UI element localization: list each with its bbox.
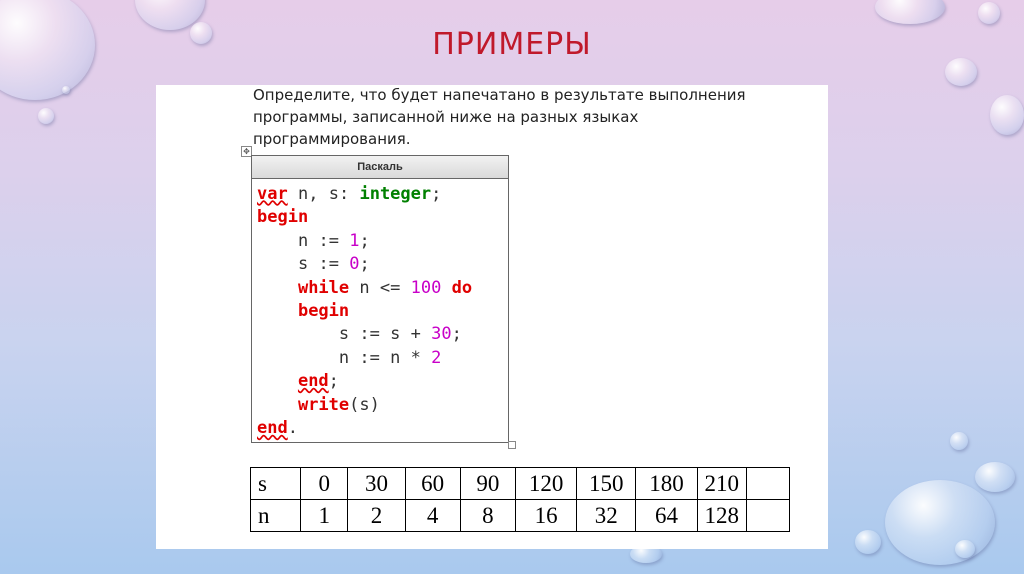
table-cell: 128 [697, 500, 746, 532]
code-table [251, 155, 509, 443]
water-drop [955, 540, 975, 558]
code-block [257, 183, 472, 440]
water-drop [975, 462, 1015, 492]
table-cell: 16 [515, 500, 576, 532]
code-line: var n, s: integer; [257, 184, 442, 204]
water-drop [945, 58, 977, 86]
table-cell: 60 [405, 468, 460, 500]
code-line: while n <= 100 do [297, 277, 473, 298]
slide-title: ПРИМЕРЫ [432, 27, 592, 62]
table-cell: 32 [577, 500, 636, 532]
water-drop [885, 480, 995, 565]
table-row [251, 468, 790, 500]
task-prompt-line: программирования. [253, 130, 411, 148]
values-table [250, 467, 790, 532]
code-line: n := 1; [297, 230, 370, 251]
table-cell: 0 [301, 468, 348, 500]
table-cell: 210 [697, 468, 746, 500]
table-cell: 30 [348, 468, 405, 500]
code-line: n := n * 2 [338, 347, 442, 368]
row-label: s [251, 468, 301, 500]
code-table-header: Паскаль [252, 156, 508, 179]
task-prompt-line: программы, записанной ниже на разных языках [253, 108, 639, 126]
water-drop [978, 2, 1000, 24]
table-cell: 1 [301, 500, 348, 532]
code-line: s := 0; [297, 254, 370, 275]
table-cell [746, 468, 789, 500]
water-drop [62, 86, 70, 94]
table-cell: 180 [636, 468, 697, 500]
table-row [251, 500, 790, 532]
table-cell: 150 [577, 468, 636, 500]
resize-handle-icon[interactable] [508, 441, 516, 449]
row-label: n [251, 500, 301, 532]
table-cell: 90 [460, 468, 515, 500]
table-cell: 64 [636, 500, 697, 532]
code-line: end. [257, 418, 298, 439]
code-line: write(s) [297, 394, 380, 415]
table-cell: 4 [405, 500, 460, 532]
water-drop [855, 530, 881, 554]
code-line: begin [297, 301, 350, 322]
table-cell: 120 [515, 468, 576, 500]
table-cell: 8 [460, 500, 515, 532]
table-cell: 2 [348, 500, 405, 532]
task-prompt-line: Определите, что будет напечатано в результате выполнения [253, 86, 746, 104]
code-line: s := s + 30; [338, 324, 462, 345]
code-line: end; [297, 371, 339, 392]
water-drop [950, 432, 968, 450]
table-cell [746, 500, 789, 532]
water-drop [990, 95, 1024, 135]
code-line: begin [257, 207, 309, 228]
task-prompt [253, 84, 793, 150]
move-handle-icon[interactable]: ✥ [241, 146, 252, 157]
water-drop [38, 108, 54, 124]
water-drop [875, 0, 945, 24]
